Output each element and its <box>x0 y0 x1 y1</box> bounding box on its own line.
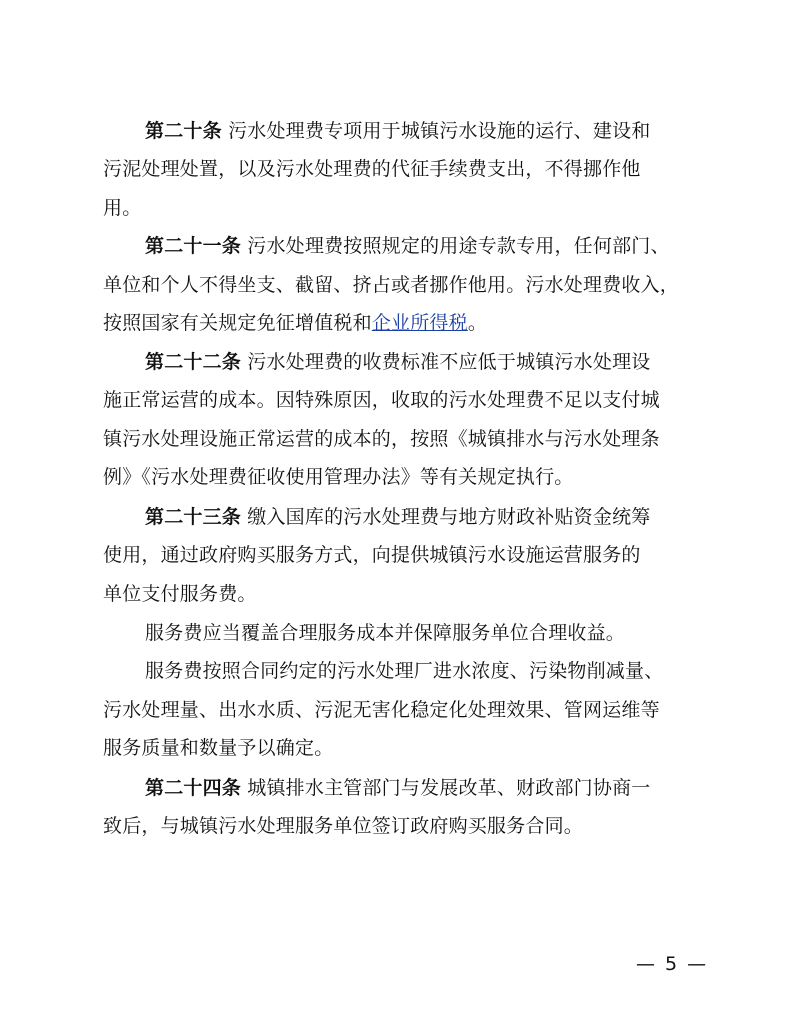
article-24-line-1: 第二十四条 城镇排水主管部门与发展改革、财政部门协商一 <box>145 777 651 799</box>
service-fee-paragraph-2-line-1: 服务费按照合同约定的污水处理厂进水浓度、污染物削减量、 <box>145 660 664 682</box>
article-22-heading: 第二十二条 <box>145 351 242 373</box>
article-22-line-2: 施正常运营的成本。因特殊原因，收取的污水处理费不足以支付城 <box>103 389 660 411</box>
service-fee-paragraph-1: 服务费应当覆盖合理服务成本并保障服务单位合理收益。 <box>145 622 626 644</box>
article-24-heading: 第二十四条 <box>145 777 242 799</box>
article-22-line-1: 第二十二条 污水处理费的收费标准不应低于城镇污水处理设 <box>145 351 651 373</box>
service-fee-paragraph-2-line-3: 服务质量和数量予以确定。 <box>103 737 334 759</box>
article-23-line-3: 单位支付服务费。 <box>103 583 257 605</box>
article-23-line-2: 使用，通过政府购买服务方式，向提供城镇污水设施运营服务的 <box>103 544 641 566</box>
article-21-line-1: 第二十一条 污水处理费按照规定的用途专款专用，任何部门、 <box>145 235 670 257</box>
article-23-line-1: 第二十三条 缴入国库的污水处理费与地方财政补贴资金统筹 <box>145 506 651 528</box>
article-22-line-4: 例》《污水处理费征收使用管理办法》等有关规定执行。 <box>103 466 574 488</box>
article-21-heading: 第二十一条 <box>145 235 242 257</box>
article-23-heading: 第二十三条 <box>145 506 242 528</box>
page-number: — 5 — <box>636 953 709 975</box>
article-21-line-2: 单位和个人不得坐支、截留、挤占或者挪作他用。污水处理费收入， <box>103 274 680 296</box>
article-22-line-3: 镇污水处理设施正常运营的成本的，按照《城镇排水与污水处理条 <box>103 428 660 450</box>
article-20-line-1: 第二十条 污水处理费专项用于城镇污水设施的运行、建设和 <box>145 120 651 142</box>
article-20-heading: 第二十条 <box>145 120 222 142</box>
article-20-line-2: 污泥处理处置，以及污水处理费的代征手续费支出，不得挪作他 <box>103 158 641 180</box>
article-21-line-3: 按照国家有关规定免征增值税和企业所得税。 <box>103 312 488 334</box>
enterprise-income-tax-link[interactable]: 企业所得税 <box>371 312 468 334</box>
article-24-line-2: 致后，与城镇污水处理服务单位签订政府购买服务合同。 <box>103 815 584 837</box>
article-20-line-3: 用。 <box>103 197 142 219</box>
service-fee-paragraph-2-line-2: 污水处理量、出水水质、污泥无害化稳定化处理效果、管网运维等 <box>103 699 660 721</box>
